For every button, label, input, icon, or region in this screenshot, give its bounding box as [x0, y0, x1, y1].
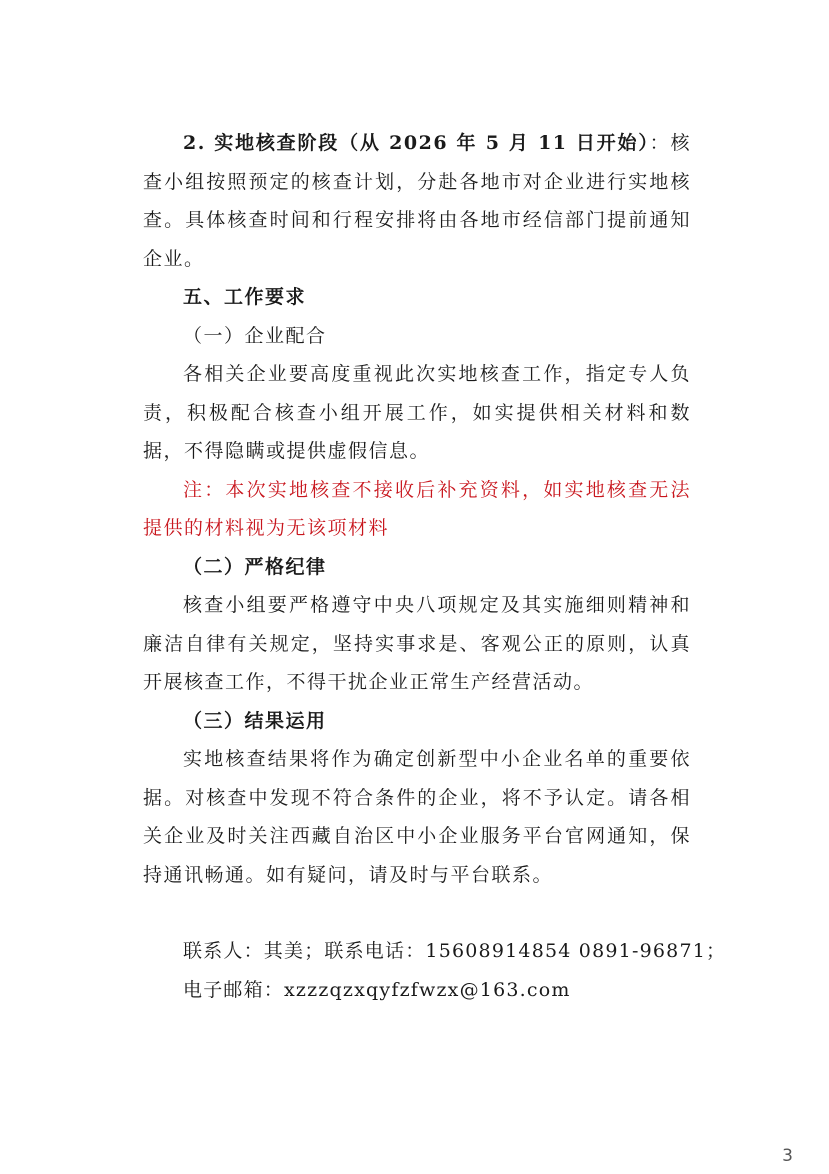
contact-spacer — [143, 894, 691, 932]
stage2-label: 2. 实地核查阶段（从 2026 年 5 月 11 日开始） — [183, 132, 650, 154]
sub3-title: （三）结果运用 — [183, 709, 327, 732]
page-number: 3 — [782, 1146, 793, 1166]
stage2-paragraph — [143, 124, 691, 278]
document-body — [143, 124, 727, 1009]
section5-title: 五、工作要求 — [183, 286, 307, 308]
stage2-text: ：核查小组按照预定的核查计划，分赴各地市对企业进行实地核查。具体核查时间和行程安排将由各地市经信部门提前通知企业。 — [143, 132, 691, 270]
sub3-paragraph: 实地核查结果将作为确定创新型中小企业名单的重要依据。对核查中发现不符合条件的企业，将不予认定。请各相关企业及时关注西藏自治区中小企业服务平台官网通知，保持通讯畅通。如有疑问，请及时与平台联系。 — [143, 748, 691, 886]
contact-email-line: 电子邮箱：xzzzqzxqyfzfwzx@163.com — [183, 978, 571, 1001]
sub1-title: （一）企业配合 — [183, 324, 327, 347]
contact-line-1: 联系人：其美；联系电话：15608914854 0891-96871； — [183, 940, 727, 962]
sub2-title: （二）严格纪律 — [183, 555, 327, 578]
sub1-note: 注：本次实地核查不接收后补充资料，如实地核查无法提供的材料视为无该项材料 — [143, 478, 691, 539]
sub2-paragraph: 核查小组要严格遵守中央八项规定及其实施细则精神和廉洁自律有关规定，坚持实事求是、客观公正的原则，认真开展核查工作，不得干扰企业正常生产经营活动。 — [143, 594, 691, 693]
sub1-paragraph: 各相关企业要高度重视此次实地核查工作，指定专人负责，积极配合核查小组开展工作，如实提供相关材料和数据，不得隐瞒或提供虚假信息。 — [143, 363, 691, 462]
